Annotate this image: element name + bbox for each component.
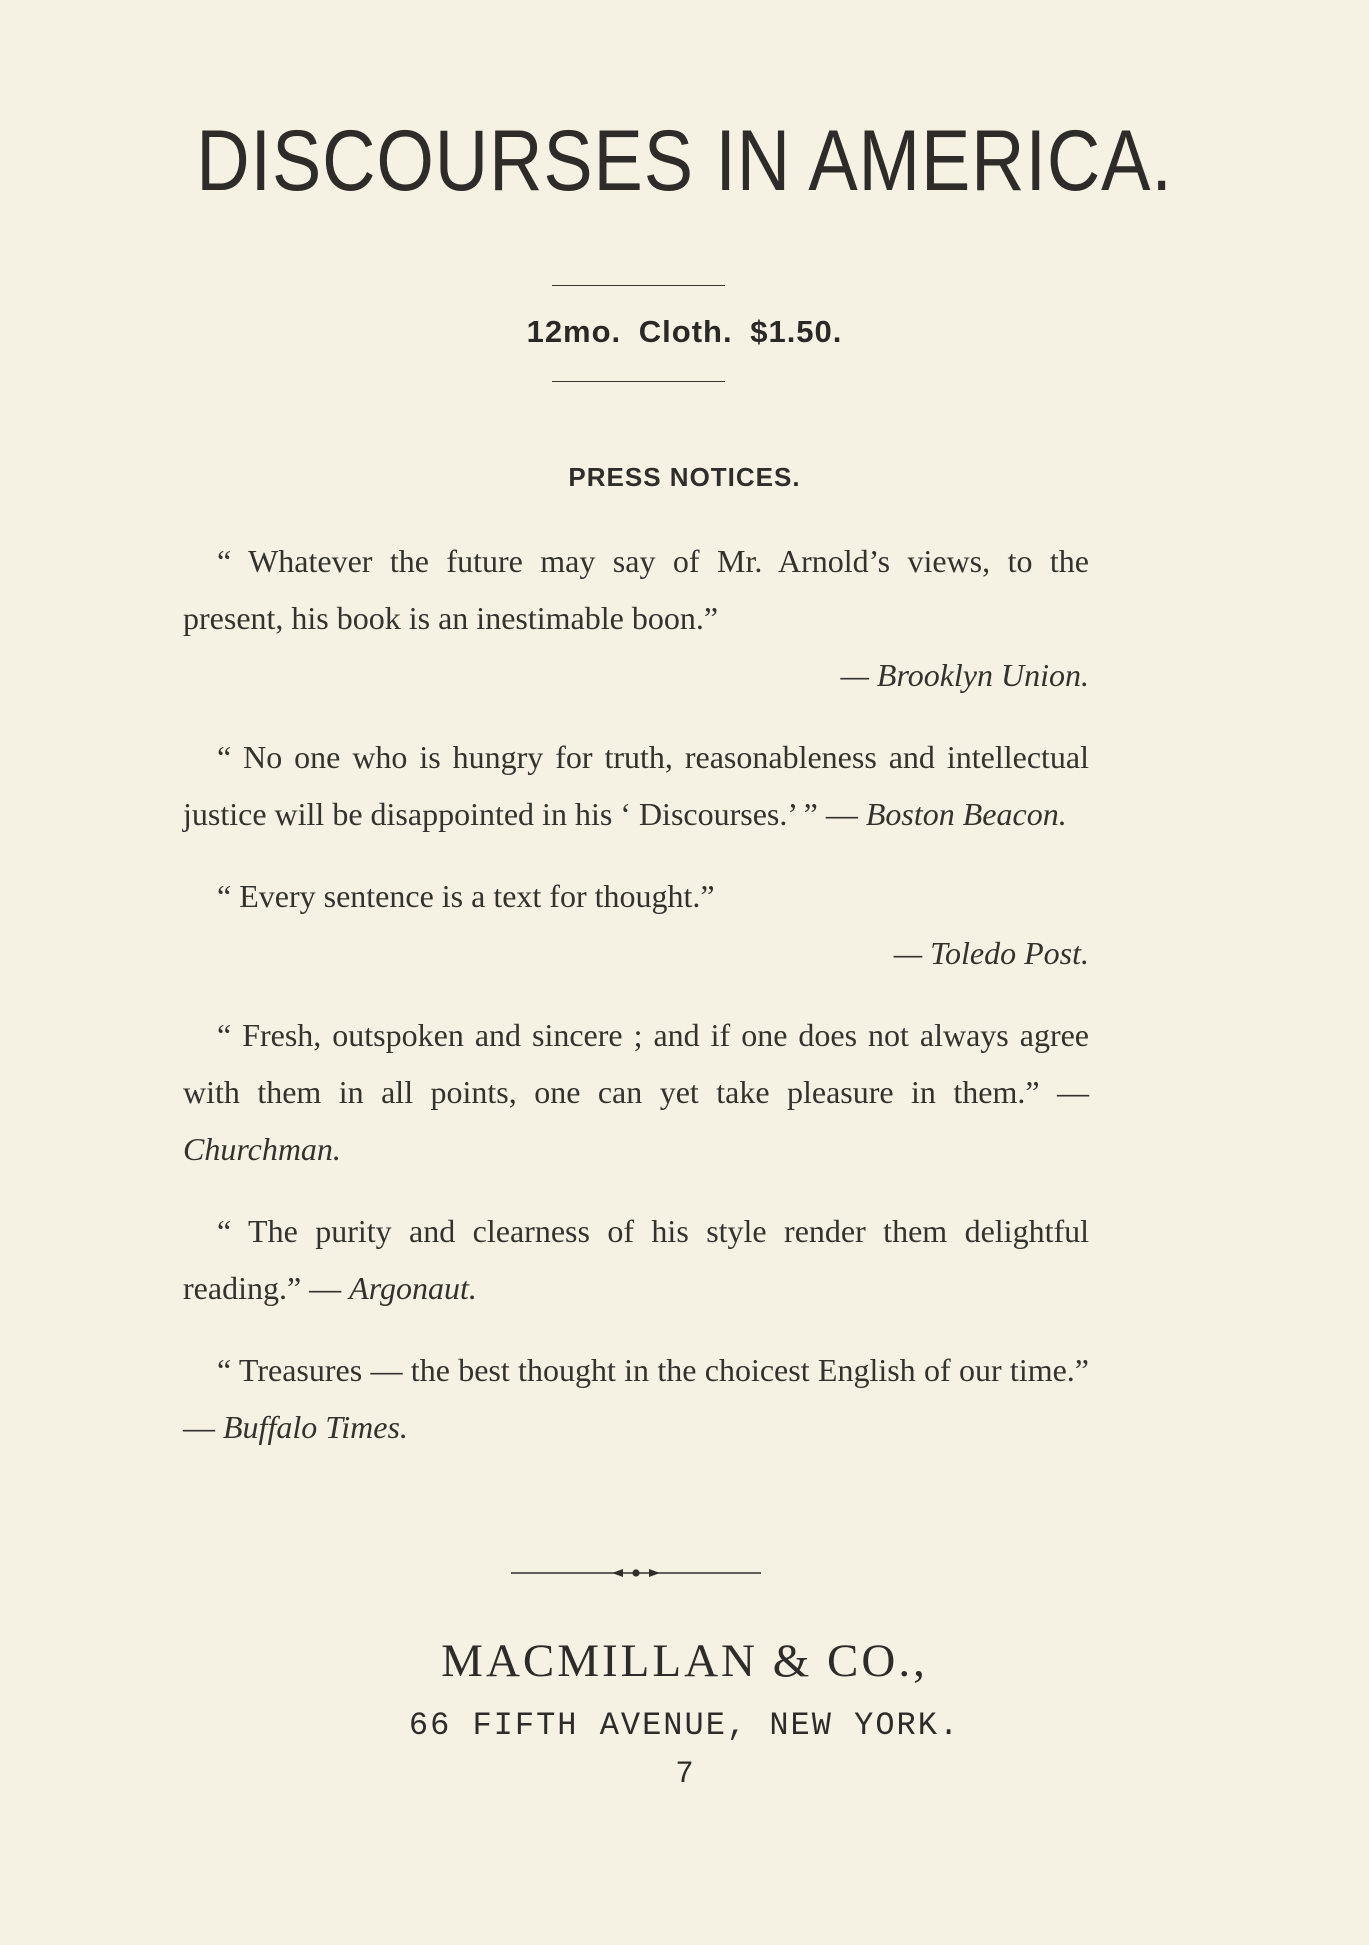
- notice-quote: “ Whatever the future may say of Mr. Arnold’s views, to the present, his book is an inestimable boon.”: [183, 543, 1089, 636]
- notice-quote-wrapper: [183, 1007, 1089, 1178]
- divider-rule-top: [552, 285, 725, 286]
- page-number: 7: [676, 1756, 693, 1789]
- press-notices: [183, 533, 1089, 1456]
- divider-rule-bottom: [552, 381, 725, 382]
- notice-quote-wrapper: [183, 1203, 1089, 1317]
- notice-source: Boston Beacon.: [865, 796, 1067, 832]
- press-notice: [183, 1203, 1089, 1317]
- press-notice: [183, 1342, 1089, 1456]
- notice-quote-wrapper: [183, 1342, 1089, 1456]
- press-notice: [183, 868, 1089, 982]
- press-notice: [183, 729, 1089, 843]
- notice-source: — Brooklyn Union.: [840, 657, 1089, 693]
- notice-quote-wrapper: [183, 729, 1089, 843]
- notice-quote: “ Every sentence is a text for thought.”: [217, 878, 715, 914]
- publisher-address: 66 FIFTH AVENUE, NEW YORK.: [408, 1707, 961, 1744]
- page-title: DISCOURSES IN AMERICA.: [196, 113, 1173, 209]
- publisher-name: MACMILLAN & CO.,: [441, 1635, 928, 1687]
- notice-quote: “ Fresh, outspoken and sincere ; and if one does not always agree with them in all points, one can yet take pleasure in them.” —: [183, 1017, 1089, 1110]
- section-heading: PRESS NOTICES.: [568, 462, 801, 492]
- notice-quote: “ The purity and clearness of his style render them delightful reading.” —: [183, 1213, 1089, 1306]
- notice-quote: “ Treasures — the best thought in the choicest English of our time.” —: [183, 1352, 1089, 1445]
- press-notice: [183, 533, 1089, 704]
- notice-source: Buffalo Times.: [223, 1409, 408, 1445]
- notice-source: Argonaut.: [349, 1270, 477, 1306]
- press-notice: [183, 1007, 1089, 1178]
- notice-source: — Toledo Post.: [893, 935, 1089, 971]
- ornament-divider-icon: [511, 1566, 761, 1580]
- notice-quote: “ No one who is hungry for truth, reasonableness and intellectual justice will be disappointed in his ‘ Discourses.’ ” —: [183, 739, 1089, 832]
- notice-source: Churchman.: [183, 1131, 341, 1167]
- price-line: 12mo. Cloth. $1.50.: [526, 314, 843, 349]
